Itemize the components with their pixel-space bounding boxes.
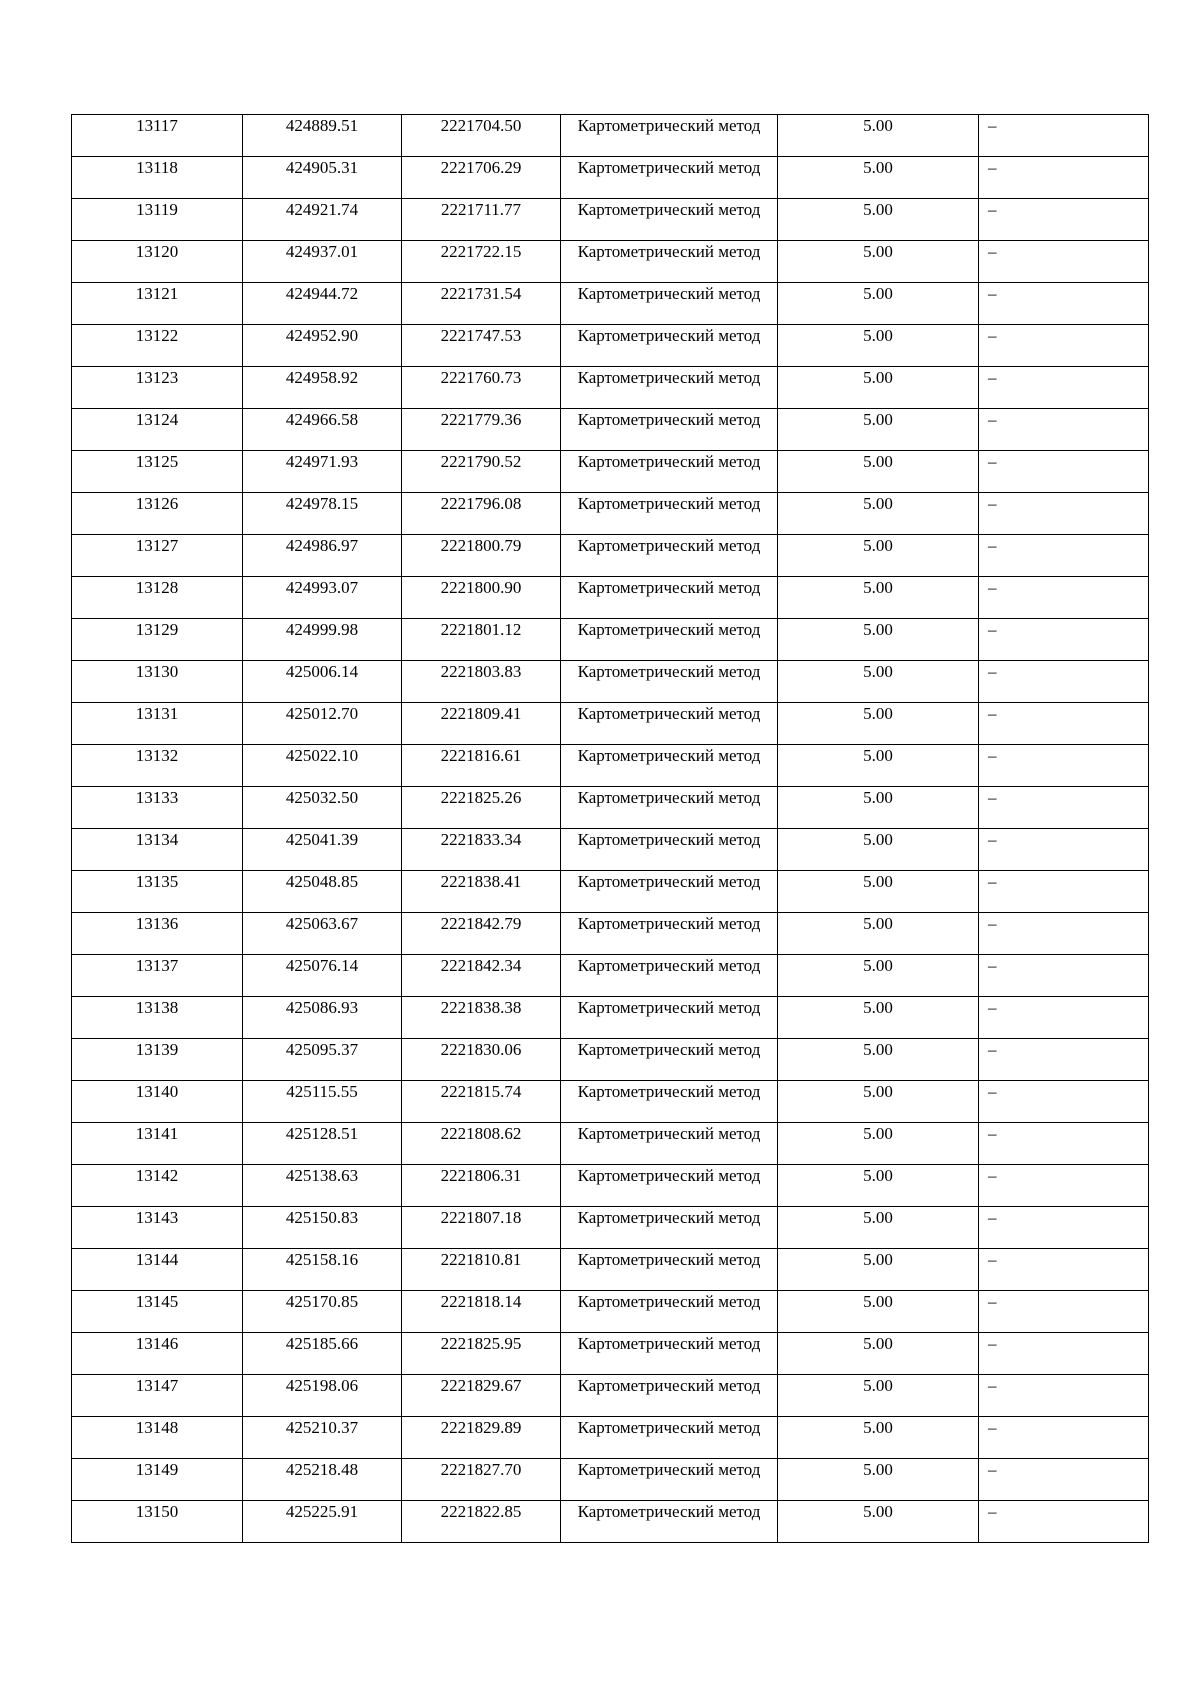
point-number-cell: 13146 xyxy=(72,1333,243,1375)
y-coordinate-cell: 2221796.08 xyxy=(402,493,561,535)
y-coordinate-cell: 2221760.73 xyxy=(402,367,561,409)
method-cell: Картометрический метод xyxy=(561,1375,778,1417)
x-coordinate-cell: 425076.14 xyxy=(243,955,402,997)
description-cell: – xyxy=(979,1165,1149,1207)
table-row xyxy=(72,199,1149,241)
accuracy-cell: 5.00 xyxy=(778,157,979,199)
accuracy-cell: 5.00 xyxy=(778,283,979,325)
x-coordinate-cell: 425086.93 xyxy=(243,997,402,1039)
x-coordinate-cell: 425210.37 xyxy=(243,1417,402,1459)
point-number-cell: 13140 xyxy=(72,1081,243,1123)
table-row xyxy=(72,157,1149,199)
accuracy-cell: 5.00 xyxy=(778,997,979,1039)
method-cell: Картометрический метод xyxy=(561,367,778,409)
method-cell: Картометрический метод xyxy=(561,409,778,451)
description-cell: – xyxy=(979,913,1149,955)
coordinates-table xyxy=(71,114,1149,1543)
point-number-cell: 13121 xyxy=(72,283,243,325)
y-coordinate-cell: 2221809.41 xyxy=(402,703,561,745)
table-row xyxy=(72,1501,1149,1543)
description-cell: – xyxy=(979,1039,1149,1081)
x-coordinate-cell: 425128.51 xyxy=(243,1123,402,1165)
x-coordinate-cell: 425032.50 xyxy=(243,787,402,829)
accuracy-cell: 5.00 xyxy=(778,1081,979,1123)
point-number-cell: 13122 xyxy=(72,325,243,367)
description-cell: – xyxy=(979,619,1149,661)
method-cell: Картометрический метод xyxy=(561,1123,778,1165)
table-row xyxy=(72,619,1149,661)
x-coordinate-cell: 425063.67 xyxy=(243,913,402,955)
y-coordinate-cell: 2221803.83 xyxy=(402,661,561,703)
accuracy-cell: 5.00 xyxy=(778,829,979,871)
table-row xyxy=(72,1039,1149,1081)
method-cell: Картометрический метод xyxy=(561,115,778,157)
x-coordinate-cell: 425170.85 xyxy=(243,1291,402,1333)
description-cell: – xyxy=(979,871,1149,913)
x-coordinate-cell: 425198.06 xyxy=(243,1375,402,1417)
y-coordinate-cell: 2221810.81 xyxy=(402,1249,561,1291)
table-row xyxy=(72,283,1149,325)
accuracy-cell: 5.00 xyxy=(778,1501,979,1543)
table-row xyxy=(72,1081,1149,1123)
table-body xyxy=(72,115,1149,1543)
method-cell: Картометрический метод xyxy=(561,745,778,787)
accuracy-cell: 5.00 xyxy=(778,577,979,619)
method-cell: Картометрический метод xyxy=(561,577,778,619)
table-row xyxy=(72,577,1149,619)
accuracy-cell: 5.00 xyxy=(778,325,979,367)
table-row xyxy=(72,409,1149,451)
y-coordinate-cell: 2221722.15 xyxy=(402,241,561,283)
method-cell: Картометрический метод xyxy=(561,535,778,577)
method-cell: Картометрический метод xyxy=(561,1459,778,1501)
method-cell: Картометрический метод xyxy=(561,241,778,283)
table-row xyxy=(72,745,1149,787)
method-cell: Картометрический метод xyxy=(561,1165,778,1207)
method-cell: Картометрический метод xyxy=(561,1081,778,1123)
description-cell: – xyxy=(979,829,1149,871)
y-coordinate-cell: 2221747.53 xyxy=(402,325,561,367)
method-cell: Картометрический метод xyxy=(561,703,778,745)
description-cell: – xyxy=(979,1081,1149,1123)
x-coordinate-cell: 424905.31 xyxy=(243,157,402,199)
y-coordinate-cell: 2221800.79 xyxy=(402,535,561,577)
y-coordinate-cell: 2221833.34 xyxy=(402,829,561,871)
accuracy-cell: 5.00 xyxy=(778,871,979,913)
description-cell: – xyxy=(979,1249,1149,1291)
accuracy-cell: 5.00 xyxy=(778,1333,979,1375)
point-number-cell: 13143 xyxy=(72,1207,243,1249)
point-number-cell: 13142 xyxy=(72,1165,243,1207)
x-coordinate-cell: 425225.91 xyxy=(243,1501,402,1543)
x-coordinate-cell: 424993.07 xyxy=(243,577,402,619)
method-cell: Картометрический метод xyxy=(561,661,778,703)
point-number-cell: 13134 xyxy=(72,829,243,871)
table-row xyxy=(72,493,1149,535)
point-number-cell: 13131 xyxy=(72,703,243,745)
method-cell: Картометрический метод xyxy=(561,283,778,325)
description-cell: – xyxy=(979,1291,1149,1333)
accuracy-cell: 5.00 xyxy=(778,913,979,955)
accuracy-cell: 5.00 xyxy=(778,115,979,157)
description-cell: – xyxy=(979,1207,1149,1249)
table-row xyxy=(72,1375,1149,1417)
table-row xyxy=(72,1291,1149,1333)
table-row xyxy=(72,325,1149,367)
y-coordinate-cell: 2221830.06 xyxy=(402,1039,561,1081)
accuracy-cell: 5.00 xyxy=(778,199,979,241)
accuracy-cell: 5.00 xyxy=(778,535,979,577)
accuracy-cell: 5.00 xyxy=(778,1039,979,1081)
description-cell: – xyxy=(979,325,1149,367)
point-number-cell: 13133 xyxy=(72,787,243,829)
accuracy-cell: 5.00 xyxy=(778,787,979,829)
point-number-cell: 13150 xyxy=(72,1501,243,1543)
method-cell: Картометрический метод xyxy=(561,787,778,829)
x-coordinate-cell: 425115.55 xyxy=(243,1081,402,1123)
description-cell: – xyxy=(979,577,1149,619)
method-cell: Картометрический метод xyxy=(561,1039,778,1081)
description-cell: – xyxy=(979,1375,1149,1417)
y-coordinate-cell: 2221711.77 xyxy=(402,199,561,241)
y-coordinate-cell: 2221818.14 xyxy=(402,1291,561,1333)
y-coordinate-cell: 2221801.12 xyxy=(402,619,561,661)
accuracy-cell: 5.00 xyxy=(778,1249,979,1291)
x-coordinate-cell: 424966.58 xyxy=(243,409,402,451)
method-cell: Картометрический метод xyxy=(561,1291,778,1333)
description-cell: – xyxy=(979,283,1149,325)
description-cell: – xyxy=(979,367,1149,409)
description-cell: – xyxy=(979,1123,1149,1165)
point-number-cell: 13129 xyxy=(72,619,243,661)
method-cell: Картометрический метод xyxy=(561,325,778,367)
x-coordinate-cell: 424999.98 xyxy=(243,619,402,661)
description-cell: – xyxy=(979,997,1149,1039)
point-number-cell: 13149 xyxy=(72,1459,243,1501)
point-number-cell: 13145 xyxy=(72,1291,243,1333)
accuracy-cell: 5.00 xyxy=(778,493,979,535)
description-cell: – xyxy=(979,955,1149,997)
table-row xyxy=(72,1459,1149,1501)
description-cell: – xyxy=(979,703,1149,745)
accuracy-cell: 5.00 xyxy=(778,1123,979,1165)
x-coordinate-cell: 425158.16 xyxy=(243,1249,402,1291)
table-row xyxy=(72,451,1149,493)
accuracy-cell: 5.00 xyxy=(778,1417,979,1459)
point-number-cell: 13144 xyxy=(72,1249,243,1291)
method-cell: Картометрический метод xyxy=(561,451,778,493)
point-number-cell: 13125 xyxy=(72,451,243,493)
table-row xyxy=(72,1207,1149,1249)
point-number-cell: 13124 xyxy=(72,409,243,451)
method-cell: Картометрический метод xyxy=(561,1501,778,1543)
x-coordinate-cell: 425218.48 xyxy=(243,1459,402,1501)
method-cell: Картометрический метод xyxy=(561,493,778,535)
method-cell: Картометрический метод xyxy=(561,1417,778,1459)
point-number-cell: 13120 xyxy=(72,241,243,283)
table-row xyxy=(72,871,1149,913)
y-coordinate-cell: 2221838.41 xyxy=(402,871,561,913)
y-coordinate-cell: 2221800.90 xyxy=(402,577,561,619)
point-number-cell: 13117 xyxy=(72,115,243,157)
x-coordinate-cell: 424921.74 xyxy=(243,199,402,241)
point-number-cell: 13139 xyxy=(72,1039,243,1081)
y-coordinate-cell: 2221825.26 xyxy=(402,787,561,829)
point-number-cell: 13119 xyxy=(72,199,243,241)
x-coordinate-cell: 425185.66 xyxy=(243,1333,402,1375)
description-cell: – xyxy=(979,115,1149,157)
method-cell: Картометрический метод xyxy=(561,871,778,913)
accuracy-cell: 5.00 xyxy=(778,367,979,409)
table-row xyxy=(72,997,1149,1039)
x-coordinate-cell: 424952.90 xyxy=(243,325,402,367)
x-coordinate-cell: 425095.37 xyxy=(243,1039,402,1081)
table-row xyxy=(72,115,1149,157)
y-coordinate-cell: 2221790.52 xyxy=(402,451,561,493)
y-coordinate-cell: 2221815.74 xyxy=(402,1081,561,1123)
description-cell: – xyxy=(979,241,1149,283)
method-cell: Картометрический метод xyxy=(561,997,778,1039)
point-number-cell: 13136 xyxy=(72,913,243,955)
table-row xyxy=(72,703,1149,745)
accuracy-cell: 5.00 xyxy=(778,1165,979,1207)
description-cell: – xyxy=(979,493,1149,535)
accuracy-cell: 5.00 xyxy=(778,955,979,997)
x-coordinate-cell: 424986.97 xyxy=(243,535,402,577)
y-coordinate-cell: 2221706.29 xyxy=(402,157,561,199)
point-number-cell: 13135 xyxy=(72,871,243,913)
table-row xyxy=(72,913,1149,955)
description-cell: – xyxy=(979,661,1149,703)
point-number-cell: 13127 xyxy=(72,535,243,577)
x-coordinate-cell: 424889.51 xyxy=(243,115,402,157)
description-cell: – xyxy=(979,451,1149,493)
x-coordinate-cell: 424937.01 xyxy=(243,241,402,283)
y-coordinate-cell: 2221807.18 xyxy=(402,1207,561,1249)
point-number-cell: 13147 xyxy=(72,1375,243,1417)
point-number-cell: 13130 xyxy=(72,661,243,703)
description-cell: – xyxy=(979,787,1149,829)
accuracy-cell: 5.00 xyxy=(778,619,979,661)
description-cell: – xyxy=(979,535,1149,577)
method-cell: Картометрический метод xyxy=(561,829,778,871)
accuracy-cell: 5.00 xyxy=(778,241,979,283)
point-number-cell: 13128 xyxy=(72,577,243,619)
y-coordinate-cell: 2221816.61 xyxy=(402,745,561,787)
point-number-cell: 13123 xyxy=(72,367,243,409)
description-cell: – xyxy=(979,1501,1149,1543)
point-number-cell: 13138 xyxy=(72,997,243,1039)
y-coordinate-cell: 2221806.31 xyxy=(402,1165,561,1207)
method-cell: Картометрический метод xyxy=(561,1333,778,1375)
x-coordinate-cell: 425022.10 xyxy=(243,745,402,787)
accuracy-cell: 5.00 xyxy=(778,745,979,787)
y-coordinate-cell: 2221822.85 xyxy=(402,1501,561,1543)
description-cell: – xyxy=(979,157,1149,199)
table-row xyxy=(72,1123,1149,1165)
y-coordinate-cell: 2221827.70 xyxy=(402,1459,561,1501)
table-row xyxy=(72,955,1149,997)
description-cell: – xyxy=(979,1459,1149,1501)
y-coordinate-cell: 2221829.67 xyxy=(402,1375,561,1417)
y-coordinate-cell: 2221842.34 xyxy=(402,955,561,997)
y-coordinate-cell: 2221825.95 xyxy=(402,1333,561,1375)
y-coordinate-cell: 2221842.79 xyxy=(402,913,561,955)
x-coordinate-cell: 425012.70 xyxy=(243,703,402,745)
table-row xyxy=(72,787,1149,829)
x-coordinate-cell: 424971.93 xyxy=(243,451,402,493)
y-coordinate-cell: 2221704.50 xyxy=(402,115,561,157)
description-cell: – xyxy=(979,409,1149,451)
x-coordinate-cell: 424944.72 xyxy=(243,283,402,325)
x-coordinate-cell: 424978.15 xyxy=(243,493,402,535)
method-cell: Картометрический метод xyxy=(561,199,778,241)
x-coordinate-cell: 425138.63 xyxy=(243,1165,402,1207)
accuracy-cell: 5.00 xyxy=(778,703,979,745)
y-coordinate-cell: 2221731.54 xyxy=(402,283,561,325)
x-coordinate-cell: 425041.39 xyxy=(243,829,402,871)
method-cell: Картометрический метод xyxy=(561,619,778,661)
accuracy-cell: 5.00 xyxy=(778,1291,979,1333)
table-row xyxy=(72,241,1149,283)
y-coordinate-cell: 2221838.38 xyxy=(402,997,561,1039)
table-row xyxy=(72,367,1149,409)
point-number-cell: 13126 xyxy=(72,493,243,535)
table-row xyxy=(72,1165,1149,1207)
table-row xyxy=(72,1333,1149,1375)
point-number-cell: 13137 xyxy=(72,955,243,997)
accuracy-cell: 5.00 xyxy=(778,409,979,451)
x-coordinate-cell: 425150.83 xyxy=(243,1207,402,1249)
description-cell: – xyxy=(979,1417,1149,1459)
y-coordinate-cell: 2221779.36 xyxy=(402,409,561,451)
x-coordinate-cell: 425048.85 xyxy=(243,871,402,913)
point-number-cell: 13132 xyxy=(72,745,243,787)
point-number-cell: 13141 xyxy=(72,1123,243,1165)
point-number-cell: 13148 xyxy=(72,1417,243,1459)
accuracy-cell: 5.00 xyxy=(778,661,979,703)
x-coordinate-cell: 425006.14 xyxy=(243,661,402,703)
y-coordinate-cell: 2221808.62 xyxy=(402,1123,561,1165)
method-cell: Картометрический метод xyxy=(561,955,778,997)
accuracy-cell: 5.00 xyxy=(778,1459,979,1501)
table-row xyxy=(72,661,1149,703)
table-row xyxy=(72,535,1149,577)
method-cell: Картометрический метод xyxy=(561,1207,778,1249)
description-cell: – xyxy=(979,1333,1149,1375)
method-cell: Картометрический метод xyxy=(561,913,778,955)
table-row xyxy=(72,1417,1149,1459)
point-number-cell: 13118 xyxy=(72,157,243,199)
method-cell: Картометрический метод xyxy=(561,1249,778,1291)
accuracy-cell: 5.00 xyxy=(778,1207,979,1249)
table-row xyxy=(72,1249,1149,1291)
x-coordinate-cell: 424958.92 xyxy=(243,367,402,409)
accuracy-cell: 5.00 xyxy=(778,451,979,493)
method-cell: Картометрический метод xyxy=(561,157,778,199)
y-coordinate-cell: 2221829.89 xyxy=(402,1417,561,1459)
accuracy-cell: 5.00 xyxy=(778,1375,979,1417)
description-cell: – xyxy=(979,745,1149,787)
table-row xyxy=(72,829,1149,871)
description-cell: – xyxy=(979,199,1149,241)
